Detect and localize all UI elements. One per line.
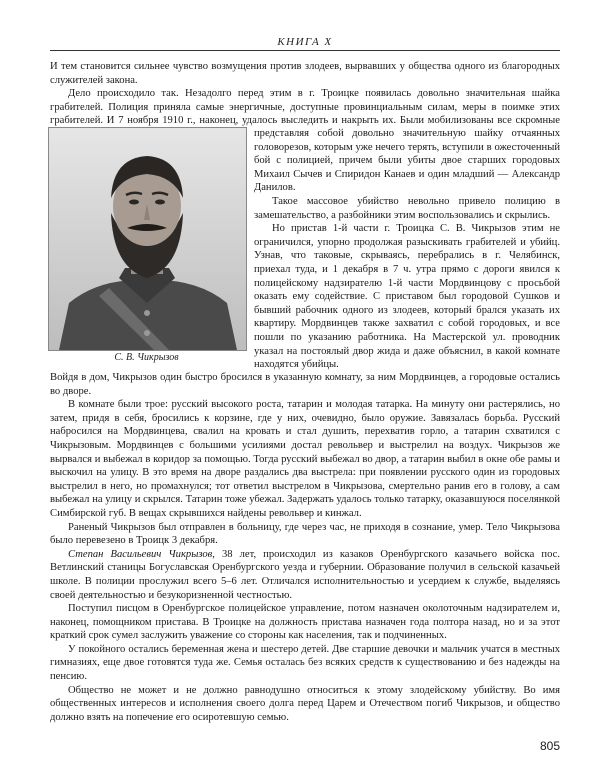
paragraph-appeal: Общество не может и не должно равнодушно относиться к этому злодейскому убийству. Во имя общественных интересов и исполнения своего долга перед Царем и Отечеством погиб Чикрызов, и общество должно взять на попечение его осиротевшую семью. — [50, 684, 560, 723]
bio-text: 38 лет, происходил из казаков Оренбургского казачьего войска пос. Ветлинский станицы Богуславская Оренбургского уезда и губернии. Образование получил в сельской казачьей школе. В полиции прослужил всего 5–6 лет. Отличался исполнительностью и усердием к службе, выделяясь своей деятельностью и безукоризненной честностью. — [50, 548, 560, 601]
header-rule — [50, 50, 560, 51]
paragraph-career: Поступил писцом в Оренбургское полицейское управление, потом назначен околоточным надзирателем и, наконец, помощником пристава. В Троицке на должность пристава назначен года полтора назад, но и за этот краткий срок сумел заслужить уважение со стороны как населения, так и подчиненных. — [50, 603, 560, 642]
paragraph-battle: представляя собой довольно значительную шайку отчаянных головорезов, которым уже нечего терять, вступили в ожесточенный бой с полицией, причем были убиты двое старших городовых Михаил Сычев и Спиридон Канаев и один младший — Александр Данилов. — [254, 128, 560, 194]
paragraph-entry: Войдя в дом, Чикрызов один быстро бросился в указанную комнату, за ним Мордвинцев, а городовые остались во дворе. — [50, 372, 560, 397]
paragraph-death: Раненый Чикрызов был отправлен в больницу, где через час, не приходя в сознание, умер. Тело Чикрызова было перевезено в Троицк 3 декабря. — [50, 521, 560, 547]
paragraph-escape: Такое массовое убийство невольно привело полицию в замешательство, а разбойники этим воспользовались и скрылись. — [254, 195, 560, 221]
portrait-photo — [48, 127, 247, 351]
paragraph-incident-start: Дело происходило так. Незадолго перед этим в г. Троицке появилась довольно значительная шайка грабителей. Полиция приняла самые энергичные, доступные провинциальным силам, меры в поимке этих грабителей. И 7 ноября 1910 г., наконец, удалось выследить и накрыть их. Были мобилизованы все скромные — [50, 88, 560, 127]
paragraph-pursuit: Но пристав 1-й части г. Троицка С. В. Чикрызов этим не ограничился, упорно продолжая разыскивать грабителей и убийц. Узнав, что таковые, скрываясь, перебрались в г. Челябинск, приехал туда, и 1 декабря в 7 ч. утра прямо с дороги явился к полицейскому надзирателю 1-й части Мордвинцову с просьбой оказать ему содействие. С приставом был городовой Сушков и бывший рабочник одного из злодеев, который брался указать их квартиру. Мордвинцев также захватил с собой городовых, и все пошли по указанию работника. На Мастерской ул. проводник указал на постоялый двор жида и даже объяснил, в какой комнате находятся убийцы. — [254, 223, 560, 371]
paragraph-intro: И тем становится сильнее чувство возмущения против злодеев, вырвавших у общества одного из благородных служителей закона. — [50, 61, 560, 86]
wrap-text-block — [254, 127, 560, 372]
paragraph-biography — [50, 548, 560, 602]
bio-name: Степан Васильевич Чикрызов, — [68, 548, 215, 560]
bottom-text-block — [50, 371, 560, 724]
portrait-image — [49, 128, 246, 350]
running-header: КНИГА X — [277, 36, 333, 48]
page-number: 805 — [539, 739, 560, 753]
photo-caption: С. В. Чикрызов — [114, 352, 179, 363]
paragraph-fight: В комнате были трое: русский высокого роста, татарин и молодая татарка. На минуту они растерялись, но затем, придя в себя, бросились к корзине, где у них, очевидно, было оружие. Завязалась борьба. Русский набросился на Мордвинцева, свалил на кровать и стал душить, перехватив горло, а татарин схватился с Чикрызовым. Мордвинцев с большими усилиями достал револьвер и выстрелил на воздух. Чикрызов же вырвался и выбежал в коридор за помощью. Тогда русский выбежал во двор, а татарин выбил в окне обе рамы и выскочил на улицу. В это время на дворе раздались два выстрела: при появлении русского один из городовых выстрелил в него, но промахнулся; тот ответил выстрелом в Чикрызова, смертельно ранив его в голову, а сам выбежал на улицу и скрылся. Татарин тоже убежал. Задержать удалось только татарку, оказавшуюся поселянкой Симбирской губ. В вещах скрывшихся найдены револьвер и кинжал. — [50, 399, 560, 519]
paragraph-family: У покойного остались беременная жена и шестеро детей. Две старшие девочки и мальчик учатся в местных гимназиях, еще двое готовятся туда же. Семья осталась без всяких средств к существованию и без надежды на пенсию. — [50, 643, 560, 683]
